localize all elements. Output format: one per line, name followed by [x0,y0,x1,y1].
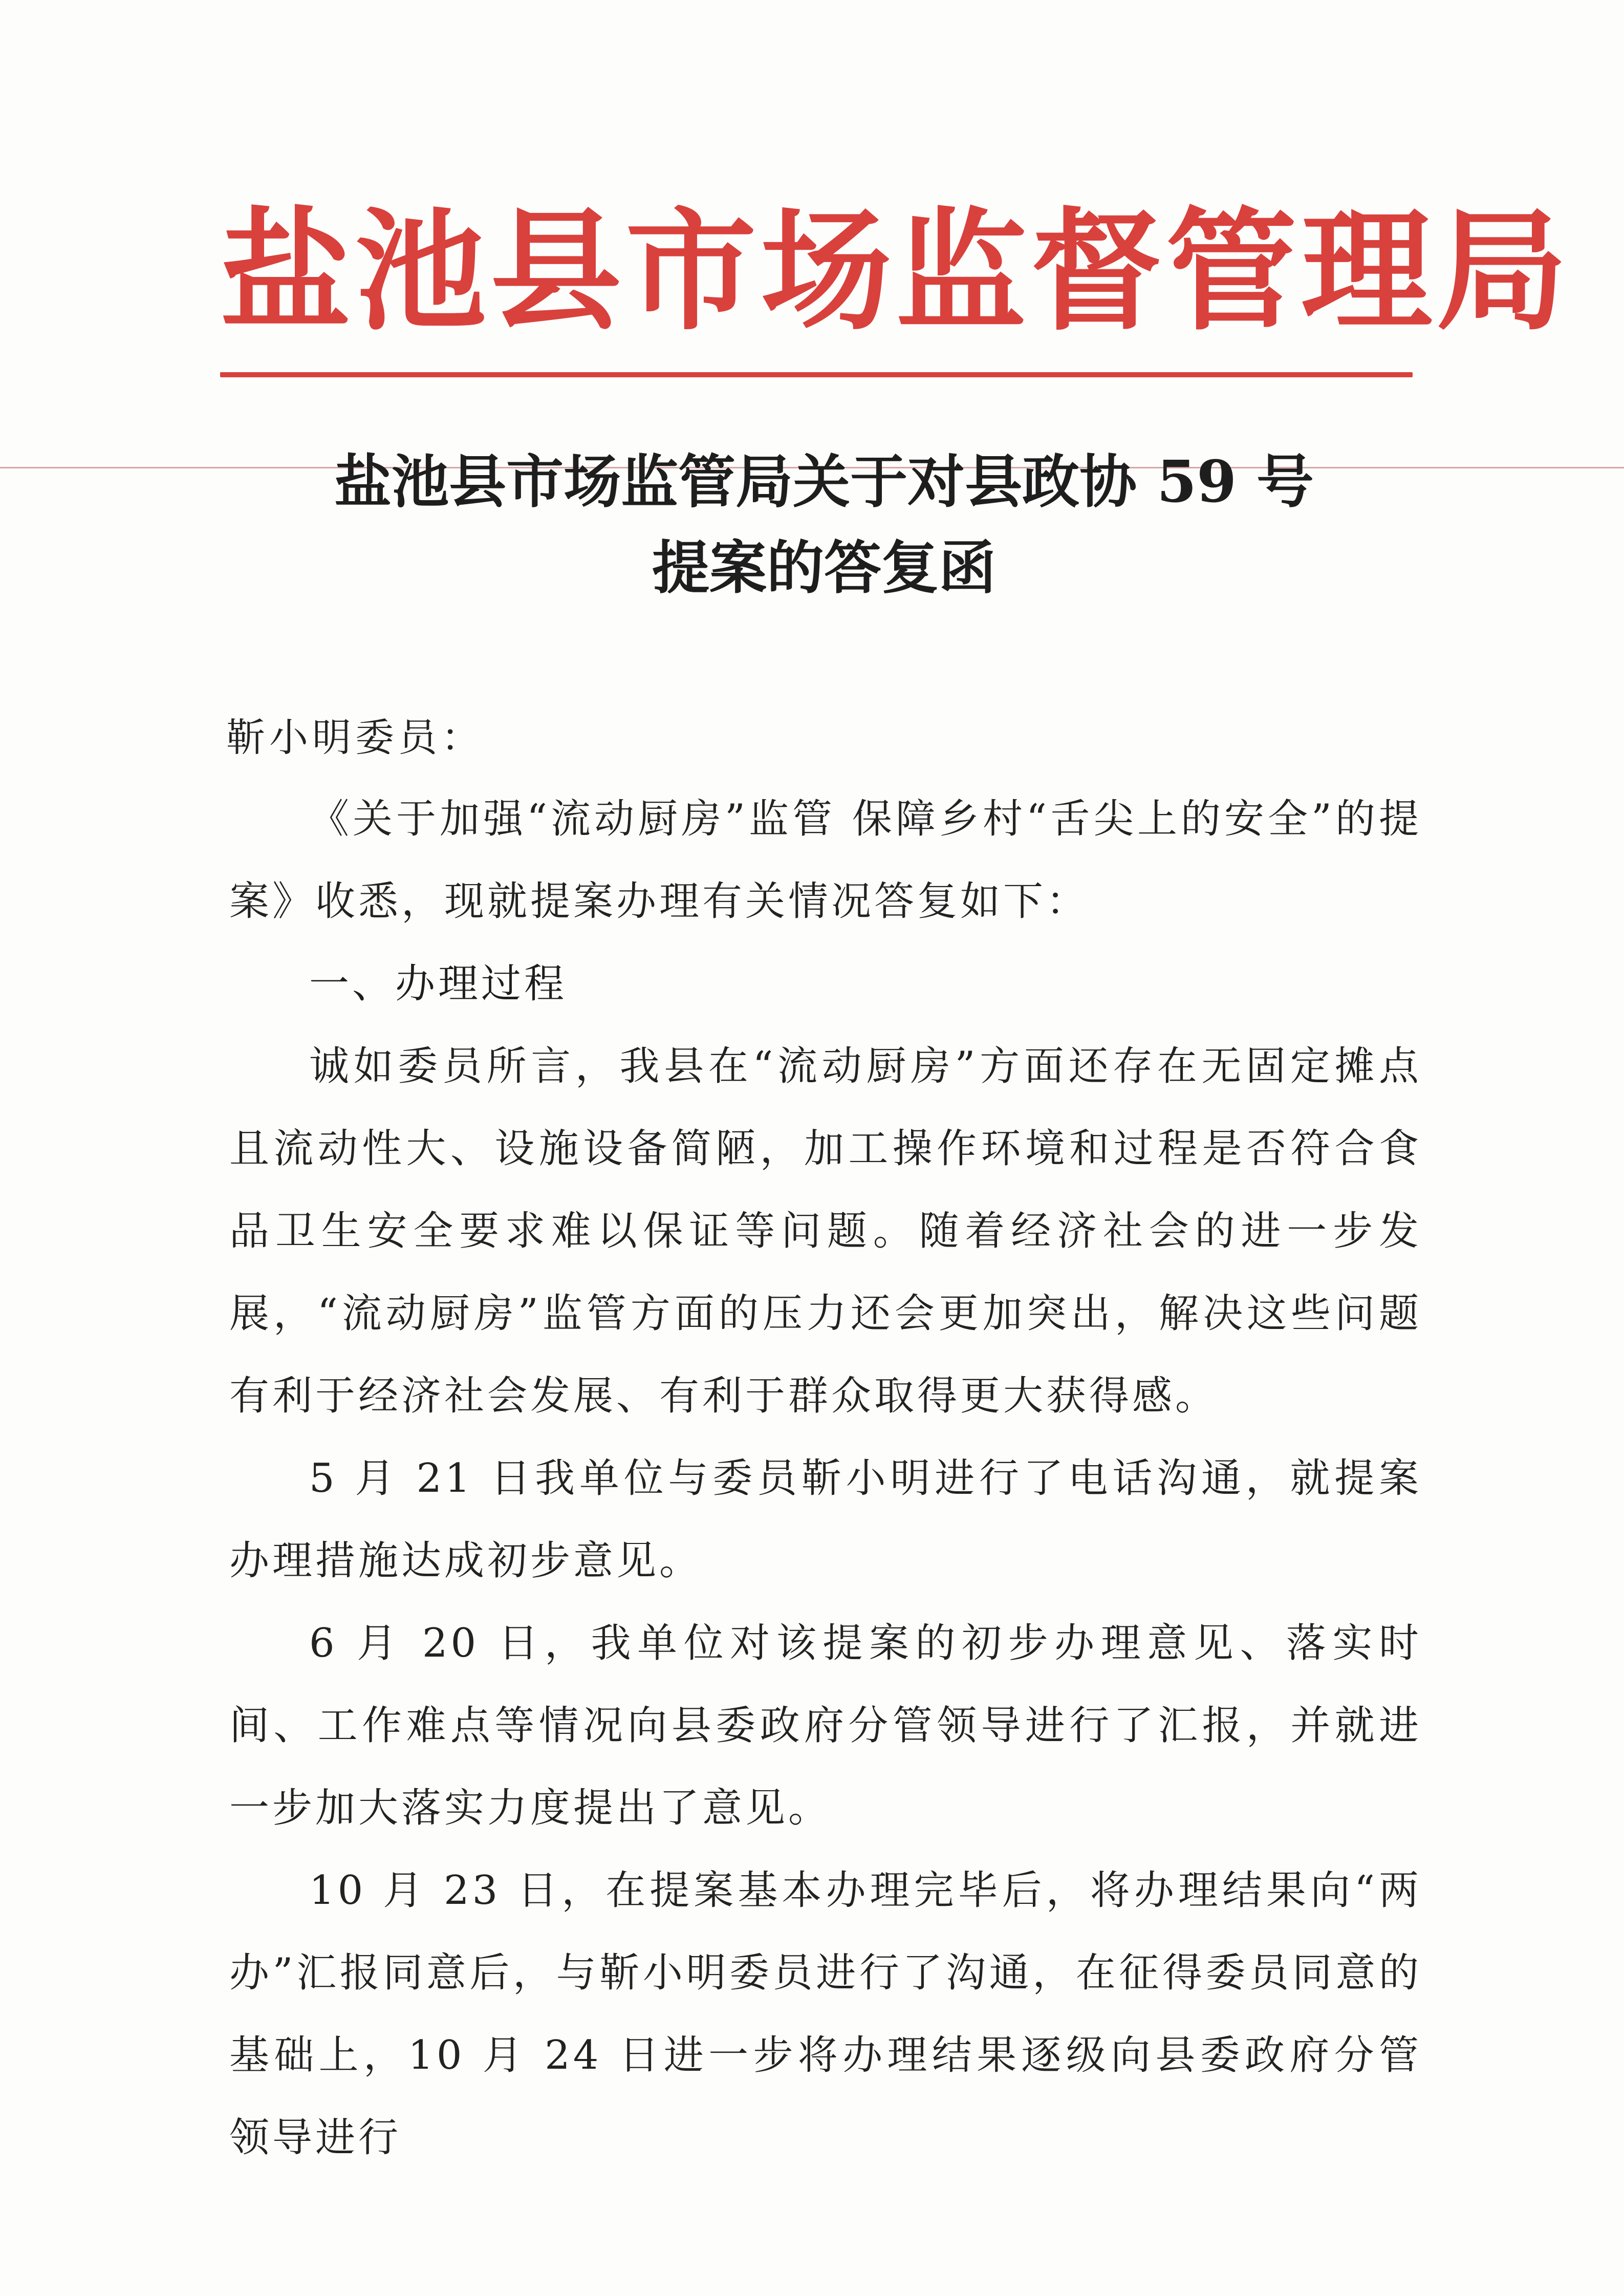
body-paragraph: 6 月 20 日，我单位对该提案的初步办理意见、落实时间、工作难点等情况向县委政府分管领导进行了汇报，并就进一步加大落实力度提出了意见。 [229,1620,1422,1831]
salutation: 靳小明委员： [226,715,484,760]
document-title [287,439,1361,611]
letterhead-red-rule [220,372,1413,377]
body-paragraph: 10 月 23 日，在提案基本办理完毕后，将办理结果向“两办”汇报同意后，与靳小明委员进行了沟通，在征得委员同意的基础上，10 月 24 日进一步将办理结果逐级向县委政府分管领导进行 [229,1868,1422,2161]
body-paragraph: 5 月 21 日我单位与委员靳小明进行了电话沟通，就提案办理措施达成初步意见。 [229,1455,1422,1584]
letterhead-organization: 盐池县市场监督管理局 [220,195,1572,348]
letter-body [229,778,1422,2179]
document-title-line-1: 盐池县市场监管局关于对县政协 59 号 [334,448,1314,516]
document-title-line-2: 提案的答复函 [652,534,996,602]
body-paragraph: 诚如委员所言，我县在“流动厨房”方面还存在无固定摊点且流动性大、设施设备简陋，加工操作环境和过程是否符合食品卫生安全要求难以保证等问题。随着经济社会的进一步发展，“流动厨房”监管方面的压力还会更加突出，解决这些问题有利于经济社会发展、有利于群众取得更大获得感。 [229,1043,1422,1419]
section-heading-process: 一、办理过程 [309,961,568,1007]
intro-paragraph: 《关于加强“流动厨房”监管 保障乡村“舌尖上的安全”的提案》收悉，现就提案办理有关情况答复如下： [229,796,1422,925]
